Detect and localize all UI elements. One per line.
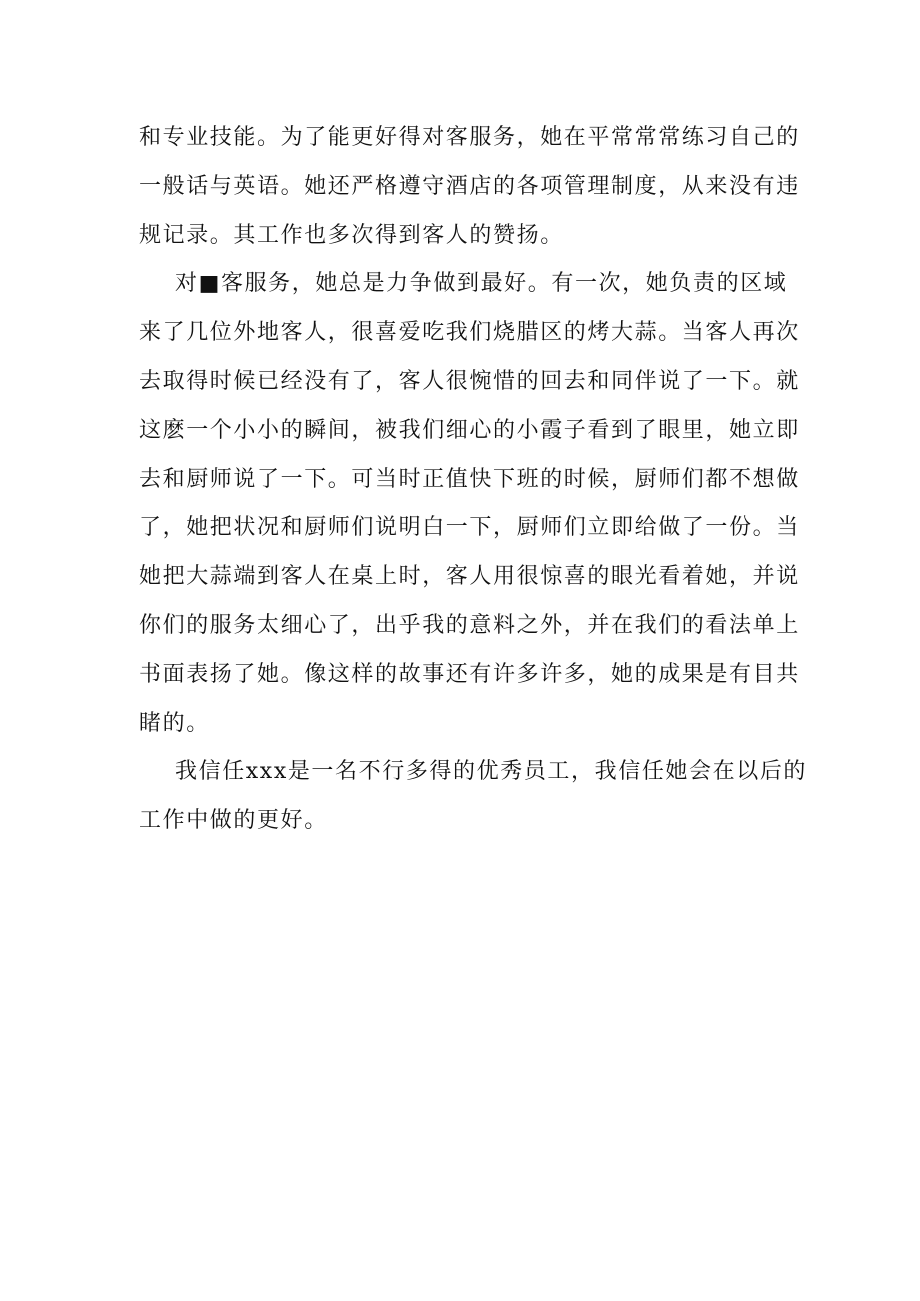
- text-line: 你们的服务太细心了，出乎我的意料之外，并在我们的看法单上: [139, 612, 800, 638]
- text-line: 工作中做的更好。: [139, 808, 328, 834]
- text-line: 我信任xxx是一名不行多得的优秀员工，我信任她会在以后的: [175, 759, 808, 785]
- text-line: 她把大蒜端到客人在桌上时，客人用很惊喜的眼光看着她，并说: [139, 564, 800, 590]
- paragraph-service-story: [139, 260, 800, 748]
- paragraph-conclusion: [139, 748, 808, 846]
- text-line: 睹的。: [139, 710, 210, 736]
- text-line: 一般话与英语。她还严格遵守酒店的各项管理制度，从来没有违: [139, 173, 800, 199]
- text-line: 了，她把状况和厨师们说明白一下，厨师们立即给做了一份。当: [139, 515, 800, 541]
- text-line: 来了几位外地客人，很喜爱吃我们烧腊区的烤大蒜。当客人再次: [139, 320, 800, 346]
- text-line: 这麽一个小小的瞬间，被我们细心的小霞子看到了眼里，她立即: [139, 417, 800, 443]
- letter-body: [139, 114, 808, 846]
- text-line: 和专业技能。为了能更好得对客服务，她在平常常常练习自己的: [139, 125, 800, 150]
- paragraph-skills: [139, 114, 800, 260]
- text-line: 书面表扬了她。像这样的故事还有许多许多，她的成果是有目共: [139, 661, 800, 687]
- text-line: 规记录。其工作也多次得到客人的赞扬。: [139, 222, 564, 248]
- text-line: 去取得时候已经没有了，客人很惋惜的回去和同伴说了一下。就: [139, 368, 800, 394]
- text-line: 对■客服务，她总是力争做到最好。有一次，她负责的区域: [175, 271, 788, 297]
- text-line: 去和厨师说了一下。可当时正值快下班的时候，厨师们都不想做: [139, 466, 800, 492]
